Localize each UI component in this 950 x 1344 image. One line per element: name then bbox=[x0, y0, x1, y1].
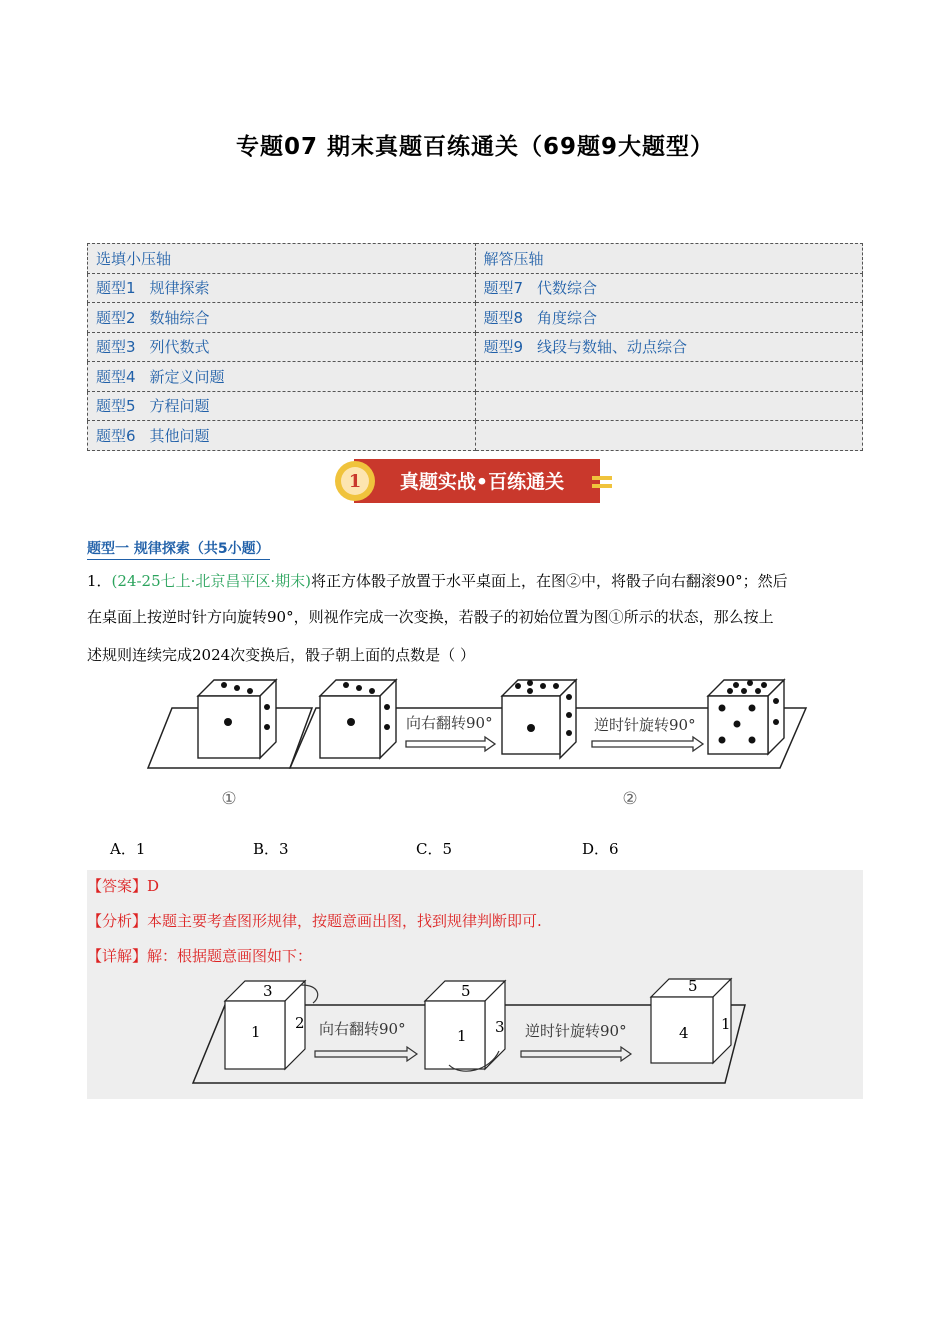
page-title: 专题07 期末真题百练通关（69题9大题型） bbox=[235, 134, 715, 160]
option-d[interactable]: D．6 bbox=[582, 840, 619, 858]
toc-item[interactable]: 题型3 列代数式 bbox=[88, 332, 476, 362]
svg-text:2: 2 bbox=[295, 1014, 305, 1032]
toc-item[interactable]: 题型7 代数综合 bbox=[475, 273, 863, 303]
toc-left-header: 选填小压轴 bbox=[88, 244, 476, 274]
detail-line: 【详解】解：根据题意画图如下： bbox=[87, 947, 313, 965]
arrow-right-icon bbox=[406, 737, 495, 751]
label-figure-1: ① bbox=[221, 789, 237, 809]
toc-item[interactable]: 题型6 其他问题 bbox=[88, 421, 476, 451]
arrow2-label: 逆时针旋转90° bbox=[594, 716, 696, 734]
svg-text:1: 1 bbox=[251, 1023, 261, 1041]
banner-text: 真题实战•百练通关 bbox=[399, 471, 565, 493]
question-source: (24-25七上·北京昌平区·期末) bbox=[111, 572, 312, 590]
arrow-right-icon bbox=[592, 737, 703, 751]
arrow-right-icon bbox=[315, 1047, 417, 1061]
answer-value: D bbox=[147, 877, 160, 895]
dice-figure bbox=[140, 672, 820, 812]
toc-empty bbox=[475, 391, 863, 421]
toc-right-header: 解答压轴 bbox=[475, 244, 863, 274]
analysis-line: 【分析】本题主要考查图形规律，按题意画出图，找到规律判断即可. bbox=[87, 912, 542, 930]
svg-text:5: 5 bbox=[688, 977, 698, 995]
svg-text:1: 1 bbox=[721, 1015, 731, 1033]
option-a[interactable]: A．1 bbox=[110, 840, 146, 858]
toc-empty bbox=[475, 421, 863, 451]
option-c[interactable]: C．5 bbox=[416, 840, 453, 858]
toc-item[interactable]: 题型4 新定义问题 bbox=[88, 362, 476, 392]
die-3 bbox=[502, 680, 576, 758]
solution-figure bbox=[185, 975, 765, 1090]
question-line-2: 在桌面上按逆时针方向旋转90°，则视作完成一次变换，若骰子的初始位置为图①所示的状态，那么按上 bbox=[87, 608, 774, 626]
question-line-3: 述规则连续完成2024次变换后，骰子朝上面的点数是（ ） bbox=[87, 646, 475, 664]
svg-text:逆时针旋转90°: 逆时针旋转90° bbox=[525, 1022, 627, 1040]
die-2 bbox=[320, 680, 396, 758]
section-heading: 题型一 规律探索（共5小题） bbox=[87, 538, 270, 560]
svg-text:3: 3 bbox=[495, 1018, 505, 1036]
topic-table bbox=[87, 243, 863, 451]
banner-number: 1 bbox=[348, 471, 362, 492]
die-1 bbox=[198, 680, 276, 758]
question-line-1: 1．(24-25七上·北京昌平区·期末)将正方体骰子放置于水平桌面上，在图②中，将骰子向右翻滚90°；然后 bbox=[87, 572, 788, 590]
toc-item[interactable]: 题型8 角度综合 bbox=[475, 303, 863, 333]
toc-empty bbox=[475, 362, 863, 392]
option-b[interactable]: B．3 bbox=[253, 840, 289, 858]
toc-item[interactable]: 题型1 规律探索 bbox=[88, 273, 476, 303]
svg-text:1: 1 bbox=[457, 1027, 467, 1045]
arrow-right-icon bbox=[521, 1047, 631, 1061]
toc-item[interactable]: 题型2 数轴综合 bbox=[88, 303, 476, 333]
answer-line: 【答案】D bbox=[87, 877, 160, 895]
arrow1-label: 向右翻转90° bbox=[406, 714, 493, 732]
toc-item[interactable]: 题型9 线段与数轴、动点综合 bbox=[475, 332, 863, 362]
svg-text:3: 3 bbox=[263, 982, 273, 1000]
svg-text:向右翻转90°: 向右翻转90° bbox=[319, 1020, 406, 1038]
section-banner bbox=[334, 457, 614, 505]
label-figure-2: ② bbox=[622, 789, 638, 809]
svg-text:5: 5 bbox=[461, 982, 471, 1000]
svg-text:4: 4 bbox=[679, 1024, 689, 1042]
toc-item[interactable]: 题型5 方程问题 bbox=[88, 391, 476, 421]
